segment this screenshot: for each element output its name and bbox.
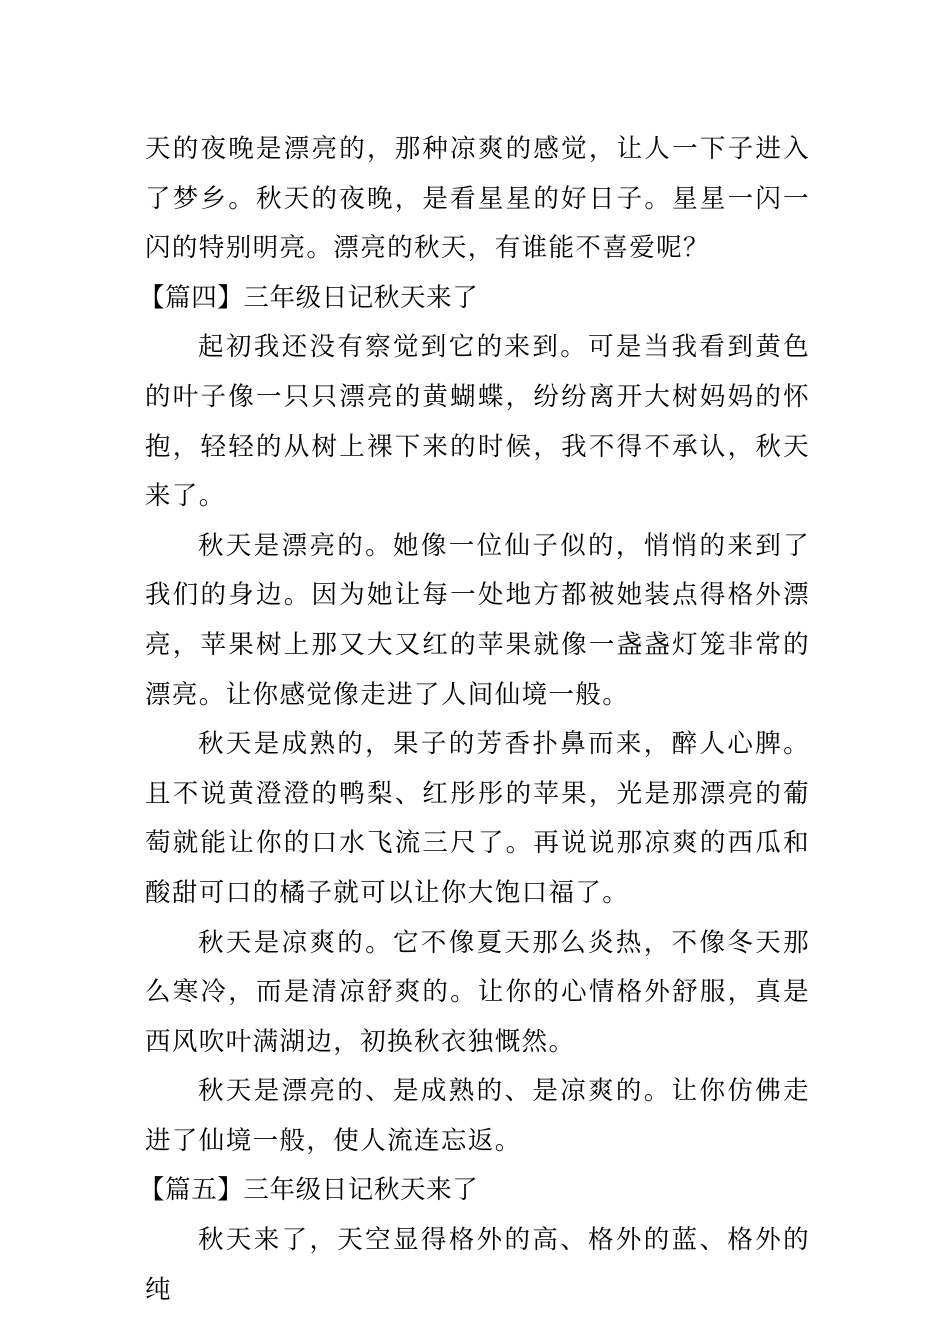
document-body (139, 125, 810, 1315)
paragraph: 起初我还没有察觉到它的来到。可是当我看到黄色的叶子像一只只漂亮的黄蝴蝶，纷纷离开大树妈妈的怀抱，轻轻的从树上裸下来的时候，我不得不承认，秋天来了。 (145, 332, 810, 512)
paragraph-continued: 天的夜晚是漂亮的，那种凉爽的感觉，让人一下子进入了梦乡。秋天的夜晚，是看星星的好日子。星星一闪一闪的特别明亮。漂亮的秋天，有谁能不喜爱呢？ (145, 134, 810, 264)
paragraph: 秋天是漂亮的、是成熟的、是凉爽的。让你仿佛走进了仙境一般，使人流连忘返。 (145, 1076, 810, 1156)
section-heading-5: 【篇五】三年级日记秋天来了 (139, 1175, 479, 1206)
paragraph: 秋天是漂亮的。她像一位仙子似的，悄悄的来到了我们的身边。因为她让每一处地方都被她装点得格外漂亮，苹果树上那又大又红的苹果就像一盏盏灯笼非常的漂亮。让你感觉像走进了人间仙境一般。 (145, 530, 810, 710)
section-heading-4: 【篇四】三年级日记秋天来了 (139, 282, 479, 313)
paragraph: 秋天是成熟的，果子的芳香扑鼻而来，醉人心脾。且不说黄澄澄的鸭梨、红彤彤的苹果，光是那漂亮的葡萄就能让你的口水飞流三尺了。再说说那凉爽的西瓜和酸甜可口的橘子就可以让你大饱口福了。 (145, 729, 810, 908)
paragraph: 秋天来了，天空显得格外的高、格外的蓝、格外的纯 (145, 1225, 810, 1305)
paragraph: 秋天是凉爽的。它不像夏天那么炎热，不像冬天那么寒冷，而是清凉舒爽的。让你的心情格外舒服，真是西风吹叶满湖边，初换秋衣独慨然。 (145, 927, 810, 1057)
